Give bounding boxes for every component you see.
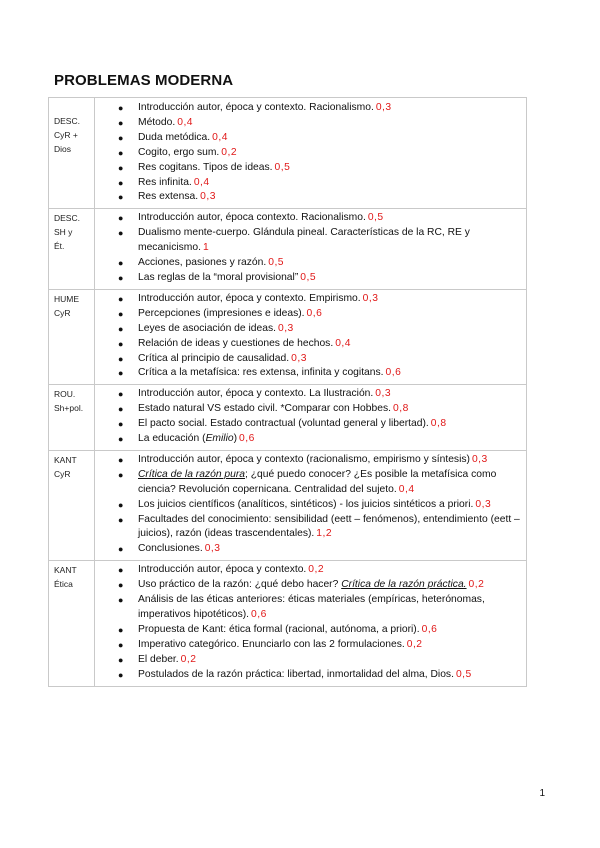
topic-text: Imperativo categórico. Enunciarlo con las 2 formulaciones. (138, 638, 405, 650)
topic-text: ; ¿qué puedo conocer? ¿Es posible la metafísica como ciencia? Revolución copernicana. Centralidad del sujeto. (138, 468, 497, 495)
topic-item (118, 131, 522, 146)
bullet-icon: ● (118, 132, 124, 143)
score-value: 0,5 (268, 257, 285, 269)
topic-item (118, 101, 522, 116)
topic-list (95, 211, 522, 286)
bullet-icon: ● (118, 177, 124, 188)
score-value: 0,2 (406, 638, 423, 650)
section-label-line: CyR + (54, 130, 78, 140)
bullet-icon: ● (118, 624, 124, 635)
section-row (49, 561, 527, 686)
section-content (95, 385, 527, 451)
section-label-line: KANT (54, 454, 77, 465)
topic-text: Estado natural VS estado civil. *Comparar con Hobbes. (138, 403, 391, 415)
section-label (49, 385, 95, 451)
topic-item (118, 432, 522, 447)
section-row (49, 289, 527, 384)
section-row (49, 450, 527, 560)
score-value: 0,4 (212, 131, 228, 143)
topic-text: ) (233, 433, 238, 445)
bullet-icon: ● (118, 338, 124, 349)
topic-text: El pacto social. Estado contractual (voluntad general y libertad). (138, 418, 429, 430)
bullet-icon: ● (118, 192, 124, 203)
score-value: 0,4 (398, 483, 415, 495)
section-content (95, 98, 527, 209)
topic-item (118, 292, 522, 307)
score-value: 0,8 (392, 403, 409, 415)
section-label-lines (54, 290, 92, 320)
score-value: 0,5 (367, 212, 384, 224)
topic-item (118, 498, 522, 513)
section-label-line: Sh+pol. (54, 403, 84, 414)
section-label (49, 561, 95, 686)
score-value: 0,8 (430, 418, 447, 430)
score-value: 0,3 (471, 453, 488, 465)
section-label-lines (54, 561, 92, 591)
topic-item (118, 352, 522, 367)
topic-item (118, 146, 522, 161)
section-label-lines (54, 209, 92, 253)
score-value: 1 (202, 242, 210, 254)
topic-text: Uso práctico de la razón: ¿qué debo hacer? (138, 579, 342, 591)
score-value: 0,2 (221, 146, 238, 158)
topic-item (118, 417, 522, 432)
topic-text: Introducción autor, época y contexto. La Ilustración. (138, 388, 374, 400)
topic-text: Conclusiones. (138, 543, 203, 555)
section-label-line: Ét. (54, 241, 65, 252)
score-value: 0,6 (251, 609, 267, 620)
section-content (95, 450, 527, 560)
topic-item (118, 453, 522, 468)
topic-item (118, 402, 522, 417)
section-label-line: KANT (54, 565, 77, 576)
topic-text: Introducción autor, época y contexto. Empirismo. (138, 292, 361, 304)
section-label-lines (54, 385, 92, 415)
score-value: 0,3 (375, 102, 392, 113)
score-value: 0,5 (274, 161, 291, 173)
bullet-icon: ● (118, 404, 124, 415)
topic-list (95, 101, 522, 205)
bullet-icon: ● (118, 434, 124, 445)
topic-text: Dualismo mente-cuerpo. Glándula pineal. Características de la RC, RE y mecanicismo. (138, 227, 470, 254)
topic-text: Propuesta de Kant: ética formal (racional, autónoma, a priori). (138, 623, 420, 635)
topic-item (118, 513, 522, 543)
topic-text: Crítica de la razón práctica. (341, 579, 467, 591)
topic-text: Análisis de las éticas anteriores: éticas materiales (empíricas, heterónomas, imperativos hipotéticos). (138, 594, 485, 620)
topic-text: Los juicios científicos (analíticos, sintéticos) - los juicios sintéticos a priori. (138, 498, 474, 510)
score-value: 0,6 (385, 367, 402, 379)
topic-text: Crítica a la metafísica: res extensa, infinita y cogitans. (138, 367, 384, 379)
topic-text: Introducción autor, época y contexto (racionalismo, empirismo y síntesis) (138, 453, 470, 465)
score-value: 0,5 (300, 271, 317, 283)
topic-item (118, 623, 522, 638)
topic-item (118, 542, 522, 557)
topic-text: Cogito, ergo sum. (138, 146, 220, 158)
topic-text: La educación ( (138, 433, 206, 445)
bullet-icon: ● (118, 389, 124, 400)
section-row (49, 385, 527, 451)
bullet-icon: ● (118, 580, 124, 591)
topic-item (118, 337, 522, 352)
topic-item (118, 638, 522, 653)
topic-text: Crítica al principio de causalidad. (138, 352, 290, 364)
bullet-icon: ● (118, 544, 124, 555)
bullet-icon: ● (118, 565, 124, 576)
topic-item (118, 307, 522, 322)
bullet-icon: ● (118, 499, 124, 510)
page-number: 1 (539, 788, 545, 799)
topic-item (118, 578, 522, 593)
score-value: 1,2 (316, 528, 333, 540)
section-label (49, 98, 95, 209)
topic-item (118, 366, 522, 381)
topic-text: Duda metódica. (138, 131, 211, 143)
topic-item (118, 116, 522, 131)
score-value: 0,2 (468, 579, 485, 591)
section-content (95, 209, 527, 290)
score-value: 0,3 (277, 322, 294, 334)
syllabus-table-body (49, 98, 527, 687)
bullet-icon: ● (118, 213, 124, 224)
score-value: 0,4 (193, 176, 210, 188)
topic-item (118, 668, 522, 683)
score-value: 0,2 (180, 653, 197, 665)
bullet-icon: ● (118, 639, 124, 650)
score-value: 0,5 (455, 668, 472, 680)
topic-text: Facultades del conocimiento: sensibilidad (eett – fenómenos), entendimiento (eett – juicios), razón (ideas trascendentales). (138, 513, 520, 540)
syllabus-table (48, 97, 527, 687)
bullet-icon: ● (118, 293, 124, 304)
bullet-icon: ● (118, 308, 124, 319)
topic-text: Introducción autor, época y contexto. (138, 564, 307, 576)
section-label (49, 289, 95, 384)
bullet-icon: ● (118, 103, 124, 113)
section-content (95, 289, 527, 384)
section-row (49, 209, 527, 290)
section-content (95, 561, 527, 686)
bullet-icon: ● (118, 595, 124, 606)
section-label-line: Ética (54, 579, 73, 590)
section-label-line: DESC. (54, 213, 80, 224)
topic-text: Postulados de la razón práctica: libertad, inmortalidad del alma, Dios. (138, 668, 454, 680)
bullet-icon: ● (118, 272, 124, 283)
bullet-icon: ● (118, 228, 124, 239)
topic-text: Leyes de asociación de ideas. (138, 322, 276, 334)
bullet-icon: ● (118, 514, 124, 525)
section-label-lines (54, 451, 92, 481)
score-value: 0,3 (375, 388, 392, 400)
topic-item (118, 563, 522, 578)
section-label (49, 209, 95, 290)
topic-text: Acciones, pasiones y razón. (138, 257, 267, 269)
section-label-line: Dios (54, 144, 72, 154)
topic-text: Res extensa. (138, 191, 199, 203)
topic-item (118, 176, 522, 191)
topic-item (118, 211, 522, 226)
section-label-line: HUME (54, 293, 80, 304)
section-label-lines (54, 98, 92, 156)
topic-item (118, 653, 522, 668)
score-value: 0,3 (362, 292, 379, 304)
section-row (49, 98, 527, 209)
bullet-icon: ● (118, 669, 124, 680)
topic-list (95, 387, 522, 447)
topic-text: Percepciones (impresiones e ideas). (138, 307, 305, 319)
bullet-icon: ● (118, 323, 124, 334)
bullet-icon: ● (118, 162, 124, 173)
topic-text: Introducción autor, época contexto. Racionalismo. (138, 212, 366, 224)
topic-text: Res cogitans. Tipos de ideas. (138, 161, 273, 173)
score-value: 0,3 (200, 191, 216, 203)
topic-item (118, 226, 522, 256)
topic-item (118, 387, 522, 402)
score-value: 0,3 (475, 498, 492, 510)
bullet-icon: ● (118, 147, 124, 158)
bullet-icon: ● (118, 419, 124, 430)
topic-list (95, 563, 522, 682)
bullet-icon: ● (118, 353, 124, 364)
bullet-icon: ● (118, 258, 124, 269)
topic-item (118, 161, 522, 176)
section-label-line: DESC. (54, 116, 80, 126)
topic-text: Emilio (205, 433, 234, 445)
topic-item (118, 256, 522, 271)
score-value: 0,3 (204, 543, 221, 555)
topic-list (95, 292, 522, 381)
topic-text: El deber. (138, 653, 179, 665)
section-label-line: CyR (54, 307, 71, 318)
topic-item (118, 190, 522, 205)
section-label-line: ROU. (54, 389, 76, 400)
topic-text: Introducción autor, época y contexto. Racionalismo. (138, 102, 374, 113)
score-value: 0,3 (291, 352, 307, 364)
topic-text: Res infinita. (138, 176, 192, 188)
bullet-icon: ● (118, 454, 124, 465)
topic-item (118, 271, 522, 286)
topic-item (118, 593, 522, 623)
topic-text: Las reglas de la “moral provisional” (138, 271, 299, 283)
topic-item (118, 322, 522, 337)
topic-item (118, 468, 522, 498)
score-value: 0,2 (308, 564, 325, 576)
bullet-icon: ● (118, 368, 124, 379)
score-value: 0,6 (421, 623, 438, 635)
score-value: 0,6 (306, 307, 323, 319)
score-value: 0,4 (177, 116, 194, 128)
section-label-line: CyR (54, 468, 71, 479)
topic-text: Crítica de la razón pura (138, 468, 246, 480)
page-title: PROBLEMAS MODERNA (54, 72, 234, 89)
topic-text: Relación de ideas y cuestiones de hechos. (138, 337, 334, 349)
section-label-line: SH y (54, 227, 73, 238)
bullet-icon: ● (118, 469, 124, 480)
section-label (49, 450, 95, 560)
topic-list (95, 453, 522, 557)
bullet-icon: ● (118, 654, 124, 665)
score-value: 0,4 (335, 337, 352, 349)
bullet-icon: ● (118, 117, 124, 128)
topic-text: Método. (138, 116, 176, 128)
score-value: 0,6 (239, 433, 255, 445)
